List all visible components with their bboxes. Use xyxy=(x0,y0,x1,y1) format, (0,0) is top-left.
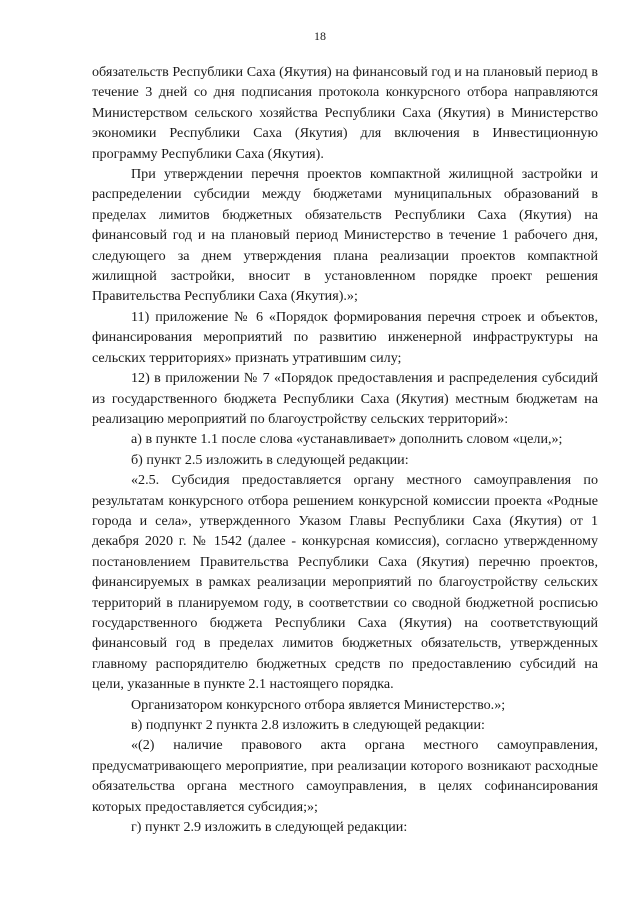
paragraph: «2.5. Субсидия предоставляется органу местного самоуправления по результатам конкурсного отбора решением конкурсной комиссии проекта «Родные города и села», утвержденного Указом Главы Республики Саха (Якутия) от 1 декабря 2020 г. № 1542 (далее - конкурсная комиссия), согласно утвержденному постановлением Правительства Республики Саха (Якутия) перечню проектов, финансируемых в рамках реализации мероприятий по благоустройству сельских территорий в планируемом году, в соответствии со сводной бюджетной росписью государственного бюджета Республики Саха (Якутия) на соответствующий финансовый год в пределах лимитов бюджетных обязательств, утвержденных главному распорядителю бюджетных средств по предоставлению субсидий на цели, указанные в пункте 2.1 настоящего порядка. xyxy=(92,472,598,693)
paragraph: 12) в приложении № 7 «Порядок предоставления и распределения субсидий из государственного бюджета Республики Саха (Якутия) местным бюджетам на реализацию мероприятий по благоустройству сельских территорий»: xyxy=(92,370,598,427)
paragraph: б) пункт 2.5 изложить в следующей редакции: xyxy=(131,451,409,468)
paragraph: в) подпункт 2 пункта 2.8 изложить в следующей редакции: xyxy=(131,717,485,733)
paragraph: При утверждении перечня проектов компактной жилищной застройки и распределении субсидии между бюджетами муниципальных образований в пределах лимитов бюджетных обязательств Республики Саха (Якутия) на финансовый год и на плановый период Министерство в течение 1 рабочего дня, следующего за днем утверждения плана реализации проектов компактной жилищной застройки, вносит в установленном порядке проект решения Правительства Республики Саха (Якутия).»; xyxy=(92,166,598,305)
paragraph: а) в пункте 1.1 после слова «устанавливает» дополнить словом «цели,»; xyxy=(131,431,563,448)
paragraph: 11) приложение № 6 «Порядок формирования перечня строек и объектов, финансирования мероприятий по развитию инженерной инфраструктуры на сельских территориях» признать утратившим силу; xyxy=(92,308,598,366)
paragraph: г) пункт 2.9 изложить в следующей редакции: xyxy=(131,819,408,836)
page-number: 18 xyxy=(314,29,326,43)
paragraph: обязательств Республики Саха (Якутия) на финансовый год и на плановый период в течение 3 дней со дня подписания протокола конкурсного отбора направляются Министерством сельского хозяйства Республики Саха (Якутия) в Министерство экономики Республики Саха (Якутия) для включения в Инвестиционную программу Республики Саха (Якутия). xyxy=(92,64,598,162)
document-body xyxy=(92,62,598,837)
paragraph: Организатором конкурсного отбора является Министерство.»; xyxy=(131,696,506,713)
paragraph: «(2) наличие правового акта органа местного самоуправления, предусматривающего мероприятие, при реализации которого возникают расходные обязательства органа местного самоуправления, в целях софинансирования которых предоставляется субсидия;»; xyxy=(92,737,598,815)
